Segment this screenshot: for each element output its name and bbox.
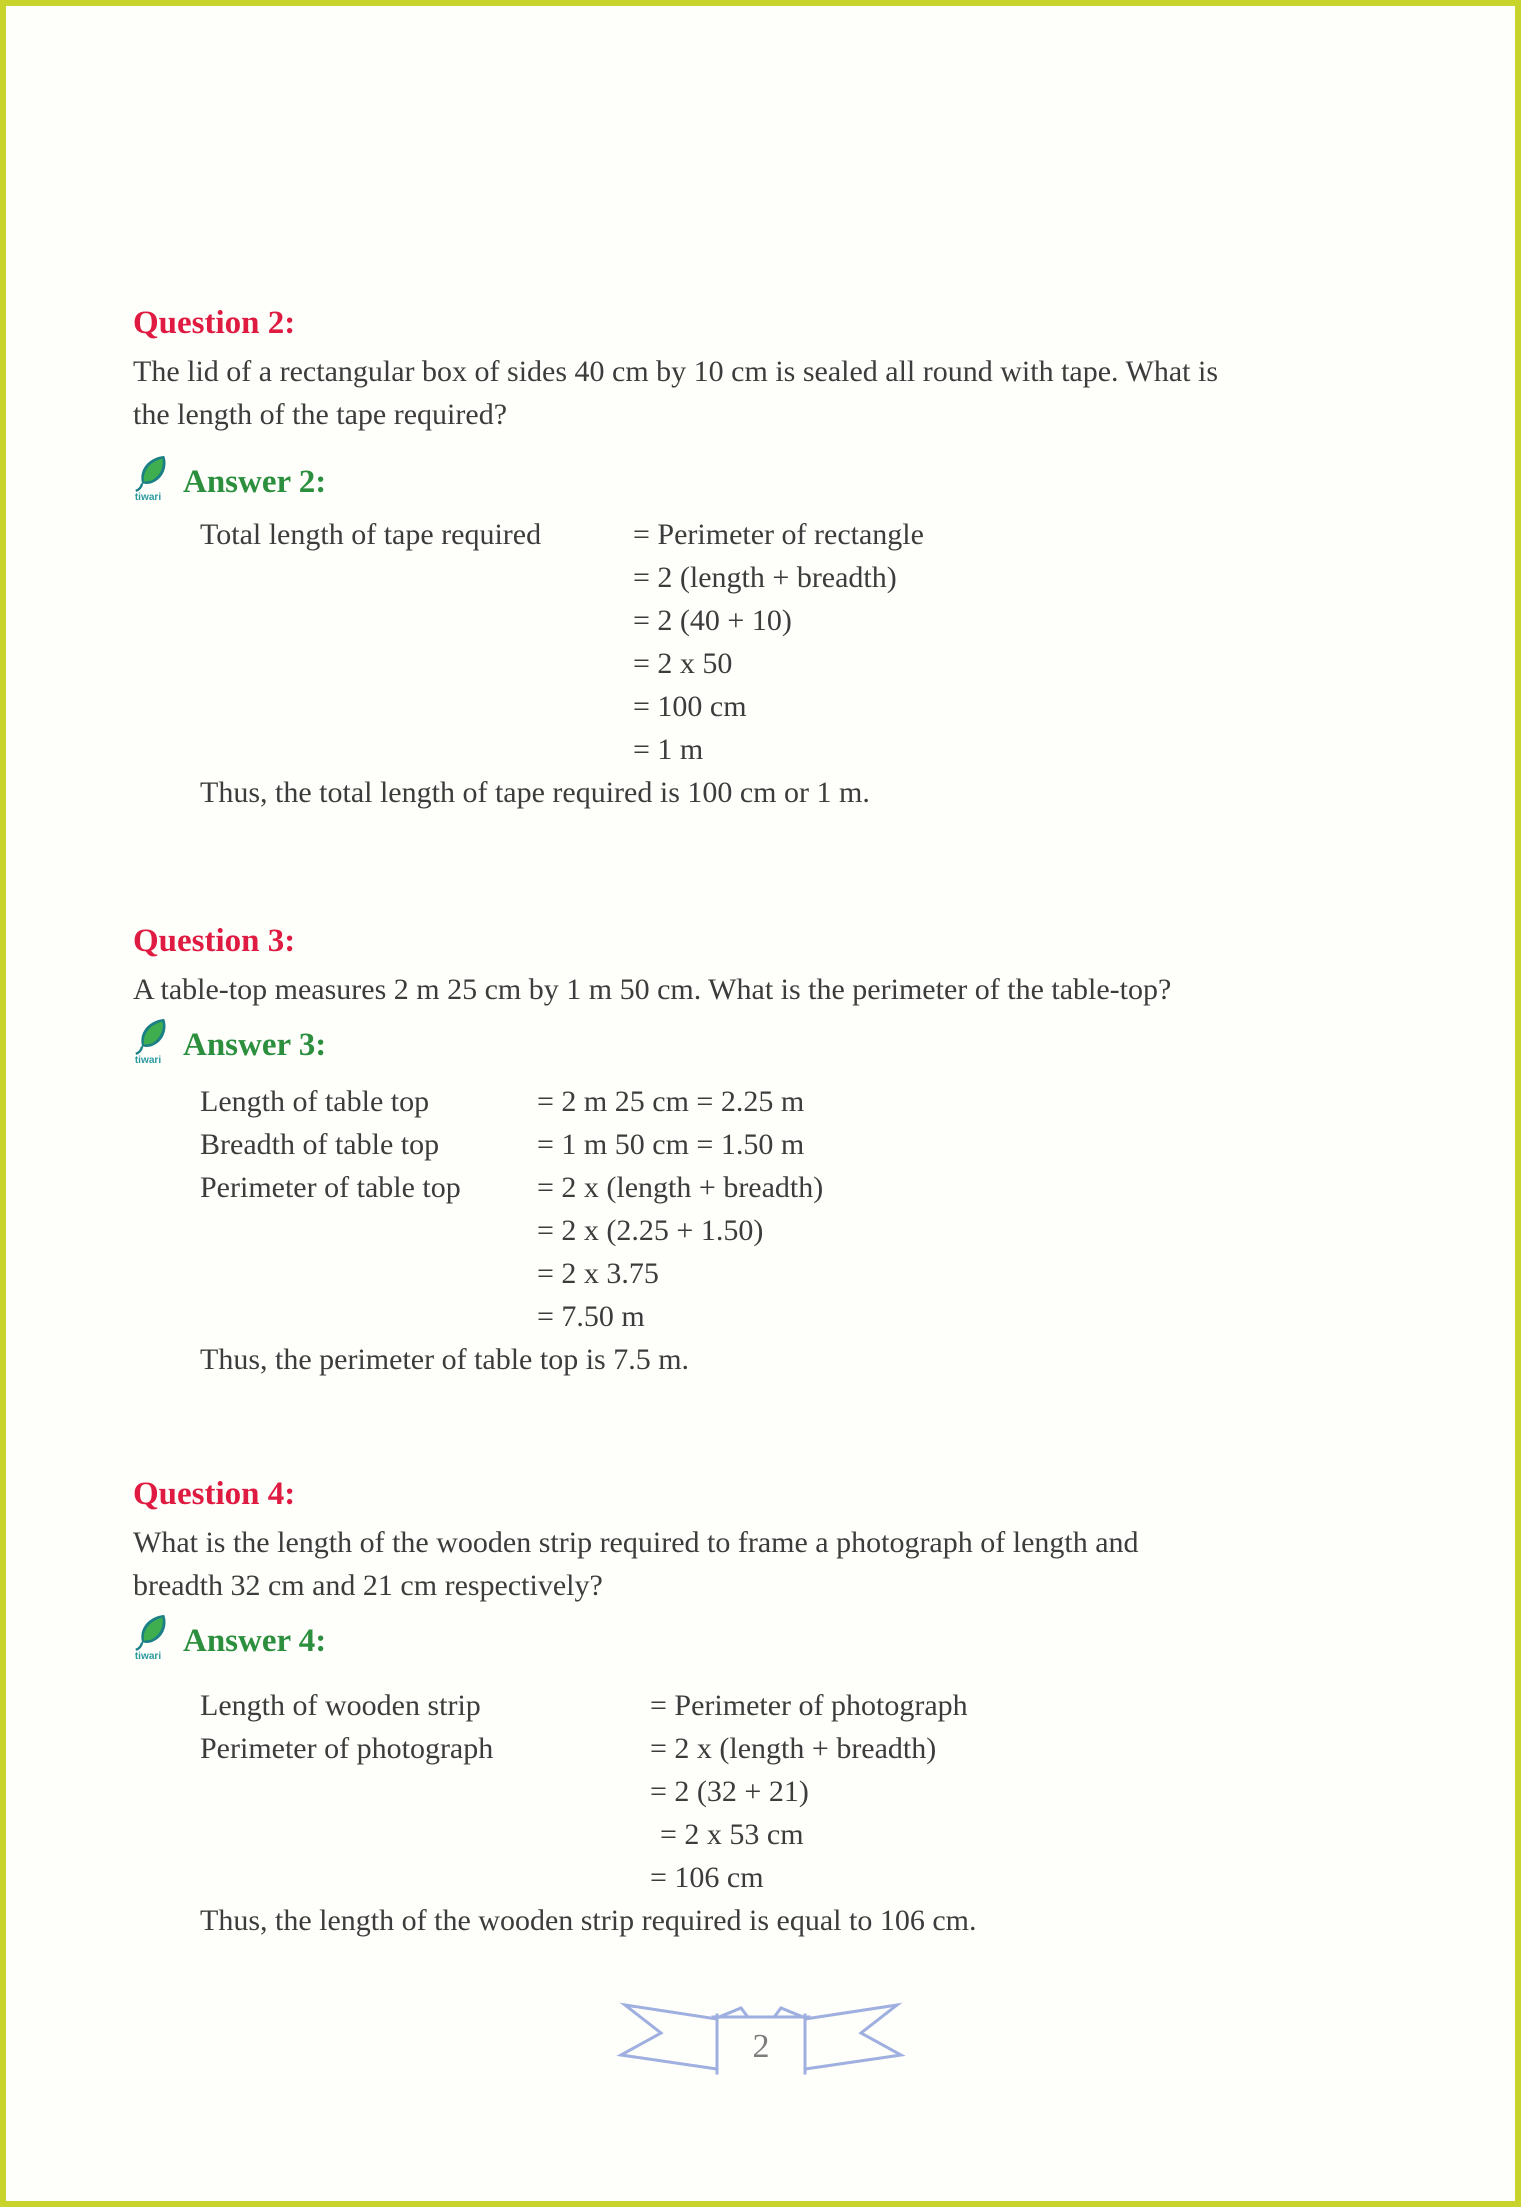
question-3-body-line: A table-top measures 2 m 25 cm by 1 m 50 cm. What is the perimeter of the table-top? (133, 973, 1172, 1006)
equation-row (200, 1123, 1433, 1166)
equation-row (200, 1252, 1433, 1295)
equation-row (200, 513, 1433, 556)
answer-2-heading (133, 450, 1433, 513)
equation-expression: = 2 m 25 cm = 2.25 m (537, 1085, 805, 1118)
answer-3-label: Answer 3: (183, 1026, 327, 1063)
answer-4-label: Answer 4: (183, 1622, 327, 1659)
equation-row (200, 556, 1433, 599)
equation-row (200, 1727, 1433, 1770)
answer-4-work (133, 1684, 1433, 1942)
equation-expression: = 2 (40 + 10) (633, 604, 792, 637)
question-3-heading: Question 3: (133, 923, 296, 959)
answer-2-label: Answer 2: (183, 463, 327, 500)
equation-row (200, 1166, 1433, 1209)
equation-row (200, 1856, 1433, 1899)
equation-expression: = 2 (length + breadth) (633, 561, 897, 594)
equation-expression: = 1 m (633, 733, 704, 766)
equation-row (200, 685, 1433, 728)
question-4-heading: Question 4: (133, 1476, 296, 1512)
answer-2-work (133, 513, 1433, 814)
equation-expression: = 2 x 50 (633, 647, 733, 680)
equation-row (200, 728, 1433, 771)
equation-row (200, 1770, 1433, 1813)
tiwari-leaf-icon (133, 1015, 177, 1078)
equation-expression: = 100 cm (633, 690, 747, 723)
equation-row (200, 1209, 1433, 1252)
question-4-body-line: breadth 32 cm and 21 cm respectively? (133, 1569, 603, 1602)
equation-label: Perimeter of table top (200, 1171, 461, 1204)
equation-expression: = 2 x (length + breadth) (650, 1732, 937, 1765)
equation-row (200, 599, 1433, 642)
answer-3-work (133, 1080, 1433, 1381)
equation-label: Perimeter of photograph (200, 1732, 494, 1765)
tiwari-leaf-icon (133, 452, 177, 515)
equation-expression: = 2 x 53 cm (660, 1818, 804, 1851)
equation-expression: = Perimeter of photograph (650, 1689, 968, 1722)
page-number-ribbon (601, 1995, 921, 2092)
section-question-3 (133, 918, 1433, 1381)
equation-expression: = 2 x (2.25 + 1.50) (537, 1214, 764, 1247)
conclusion-text: Thus, the perimeter of table top is 7.5 m. (200, 1343, 690, 1376)
question-4-body-line: What is the length of the wooden strip required to frame a photograph of length and (133, 1526, 1139, 1559)
question-2-heading: Question 2: (133, 305, 296, 341)
equation-expression: = 1 m 50 cm = 1.50 m (537, 1128, 805, 1161)
tiwari-logo-text: tiwari (134, 1650, 162, 1661)
tiwari-logo-text: tiwari (134, 1054, 162, 1065)
equation-expression: = 2 x 3.75 (537, 1257, 659, 1290)
equation-row (200, 1813, 1433, 1856)
equation-row (200, 642, 1433, 685)
equation-label: Total length of tape required (200, 518, 542, 551)
equation-expression: = 2 (32 + 21) (650, 1775, 809, 1808)
equation-expression: = 7.50 m (537, 1300, 645, 1333)
section-question-2 (133, 300, 1433, 814)
tiwari-leaf-icon (133, 1611, 177, 1674)
conclusion-text: Thus, the total length of tape required is 100 cm or 1 m. (200, 776, 870, 809)
page-number: 2 (752, 2028, 769, 2065)
tiwari-logo-text: tiwari (134, 491, 162, 502)
equation-expression: = 2 x (length + breadth) (537, 1171, 824, 1204)
answer-3-heading (133, 1013, 1433, 1076)
conclusion-text: Thus, the length of the wooden strip required is equal to 106 cm. (200, 1904, 977, 1937)
section-question-4 (133, 1471, 1433, 1942)
equation-row (200, 1684, 1433, 1727)
question-2-body-line: The lid of a rectangular box of sides 40 cm by 10 cm is sealed all round with tape. What is (133, 355, 1218, 388)
equation-label: Length of wooden strip (200, 1689, 481, 1722)
equation-label: Breadth of table top (200, 1128, 440, 1161)
equation-label: Length of table top (200, 1085, 430, 1118)
equation-row (200, 1295, 1433, 1338)
question-2-body-line: the length of the tape required? (133, 398, 508, 431)
equation-expression: = Perimeter of rectangle (633, 518, 924, 551)
equation-row (200, 1080, 1433, 1123)
equation-expression: = 106 cm (650, 1861, 764, 1894)
answer-4-heading (133, 1609, 1433, 1672)
